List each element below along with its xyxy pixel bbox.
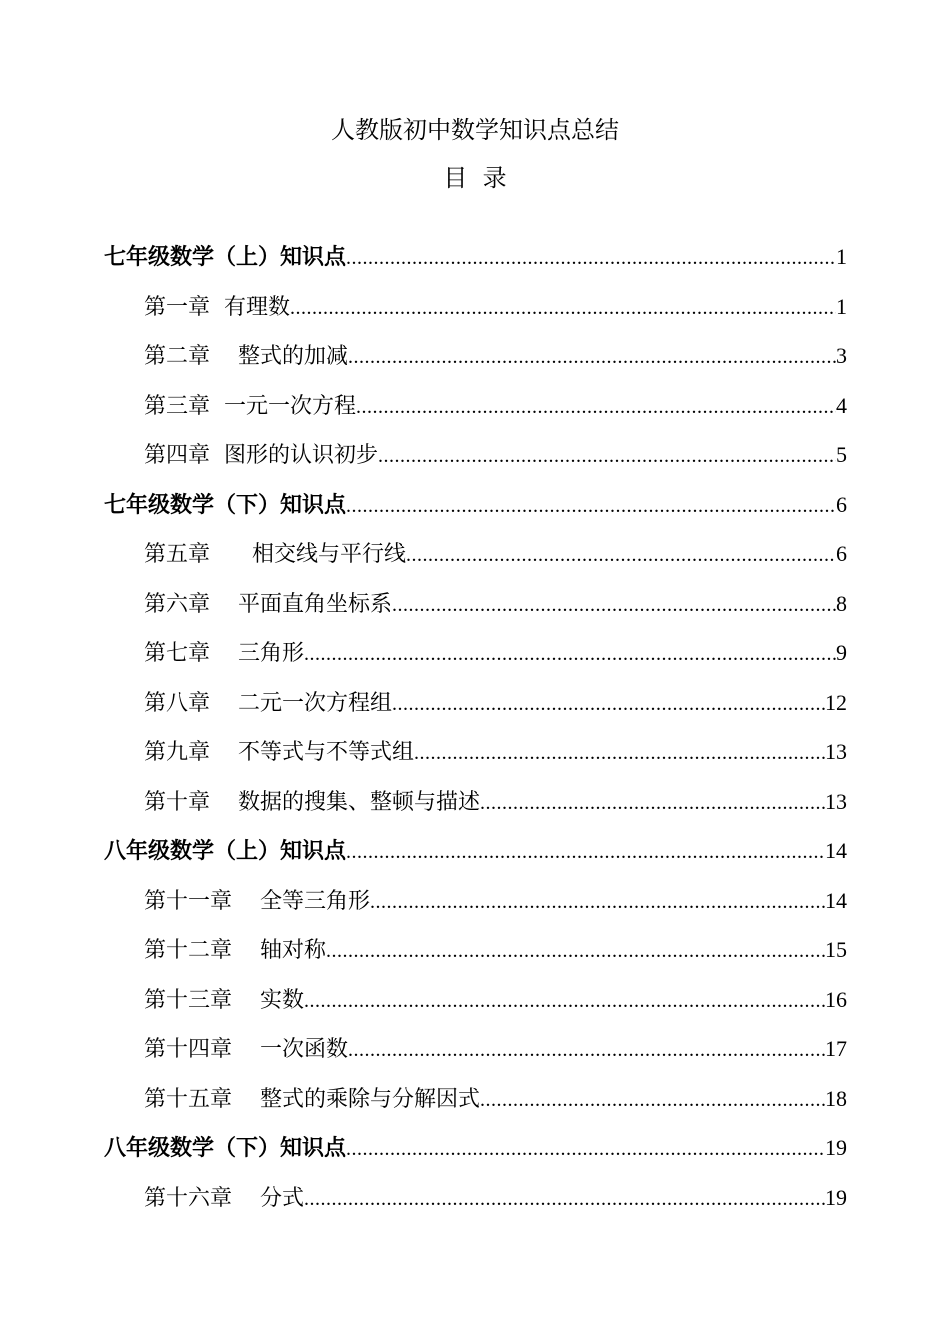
toc-entry-label: 第十章 数据的搜集、整顿与描述 [144, 789, 480, 815]
toc-entry-grade-7-lower[interactable] [104, 485, 847, 535]
toc-entry-grade-8-upper[interactable] [104, 831, 847, 881]
toc-entry-label: 第八章 二元一次方程组 [144, 690, 392, 716]
toc-entry-chapter-14[interactable] [104, 1029, 847, 1079]
toc-entry-label: 第十五章 整式的乘除与分解因式 [144, 1086, 480, 1112]
toc-dot-leader [346, 486, 836, 526]
toc-page-number: 19 [825, 1135, 847, 1160]
toc-dot-leader [480, 1080, 825, 1120]
toc-entry-label: 第二章 整式的加减 [144, 344, 348, 369]
toc-page-number: 5 [836, 442, 847, 467]
toc-entry-label: 第十四章 一次函数 [144, 1037, 348, 1062]
toc-page-number: 3 [836, 343, 847, 368]
toc-entry-chapter-3[interactable] [104, 386, 847, 436]
toc-entry-chapter-13[interactable] [104, 980, 847, 1030]
toc-heading: 目 录 [443, 164, 507, 192]
toc-dot-leader [304, 1179, 825, 1219]
toc-page-number: 6 [836, 541, 847, 566]
toc-entry-label: 第四章 图形的认识初步 [144, 443, 378, 468]
toc-entry-label: 第十六章 分式 [144, 1185, 304, 1211]
toc-entry-label: 第九章 不等式与不等式组 [144, 740, 414, 765]
toc-page-number: 13 [825, 739, 847, 764]
toc-entry-chapter-12[interactable] [104, 930, 847, 980]
toc-entry-label: 第六章 平面直角坐标系 [144, 591, 392, 617]
toc-entry-chapter-7[interactable] [104, 633, 847, 683]
toc-dot-leader [290, 288, 836, 328]
toc-entry-chapter-9[interactable] [104, 732, 847, 782]
toc-entry-label: 第一章 有理数 [144, 294, 290, 320]
toc-dot-leader [356, 387, 836, 427]
toc-dot-leader [326, 931, 825, 971]
toc-dot-leader [414, 733, 825, 773]
toc-page-number: 9 [836, 640, 847, 665]
toc-dot-leader [348, 337, 836, 377]
document-title: 人教版初中数学知识点总结 [331, 116, 619, 144]
toc-entry-label: 第五章 相交线与平行线 [144, 542, 406, 567]
toc-entry-label: 第七章 三角形 [144, 641, 304, 666]
toc-page-number: 14 [825, 838, 847, 863]
toc-entry-chapter-1[interactable] [104, 287, 847, 337]
toc-entry-chapter-6[interactable] [104, 584, 847, 634]
toc-page-number: 1 [836, 293, 847, 319]
toc-dot-leader [304, 981, 825, 1021]
toc-dot-leader [480, 783, 825, 823]
toc-entry-label: 第十一章 全等三角形 [144, 888, 370, 914]
toc-dot-leader [392, 585, 836, 625]
toc-entry-grade-7-upper[interactable] [104, 237, 847, 287]
toc-page-number: 1 [836, 244, 847, 269]
toc-dot-leader [346, 1129, 825, 1169]
toc-dot-leader [406, 535, 836, 575]
toc-page-number: 13 [825, 788, 847, 814]
toc-page-number: 17 [825, 1036, 847, 1061]
toc-entry-grade-8-lower[interactable] [104, 1128, 847, 1178]
toc-entry-label: 第三章 一元一次方程 [144, 393, 356, 419]
toc-dot-leader [304, 634, 836, 674]
toc-entry-chapter-10[interactable] [104, 782, 847, 832]
toc-entry-label: 第十二章 轴对称 [144, 938, 326, 963]
toc-entry-chapter-15[interactable] [104, 1079, 847, 1129]
toc-dot-leader [392, 684, 825, 724]
toc-entry-chapter-5[interactable] [104, 534, 847, 584]
toc-entry-label: 第十三章 实数 [144, 987, 304, 1013]
toc-page-number: 16 [825, 986, 847, 1012]
toc-page-number: 19 [825, 1184, 847, 1210]
toc-dot-leader [378, 436, 836, 476]
toc-entry-chapter-11[interactable] [104, 881, 847, 931]
toc-entry-chapter-4[interactable] [104, 435, 847, 485]
toc-page-number: 8 [836, 590, 847, 616]
toc-page-number: 12 [825, 689, 847, 715]
toc-page-number: 6 [836, 491, 847, 517]
toc-dot-leader [348, 1030, 825, 1070]
toc-page-number: 15 [825, 937, 847, 962]
toc-dot-leader [346, 832, 825, 872]
toc-dot-leader [370, 882, 825, 922]
toc-entry-label: 七年级数学（上）知识点 [104, 244, 347, 270]
toc-page-number: 14 [825, 887, 847, 913]
toc-entry-chapter-16[interactable] [104, 1178, 847, 1228]
toc-entry-chapter-2[interactable] [104, 336, 847, 386]
toc-page-number: 4 [836, 392, 847, 418]
toc-dot-leader [346, 238, 836, 278]
toc-entry-label: 八年级数学（下）知识点 [104, 1135, 347, 1161]
toc-entry-label: 八年级数学（上）知识点 [104, 838, 347, 864]
toc-entry-label: 七年级数学（下）知识点 [104, 491, 347, 518]
table-of-contents [104, 237, 847, 1227]
toc-page-number: 18 [825, 1085, 847, 1111]
toc-entry-chapter-8[interactable] [104, 683, 847, 733]
